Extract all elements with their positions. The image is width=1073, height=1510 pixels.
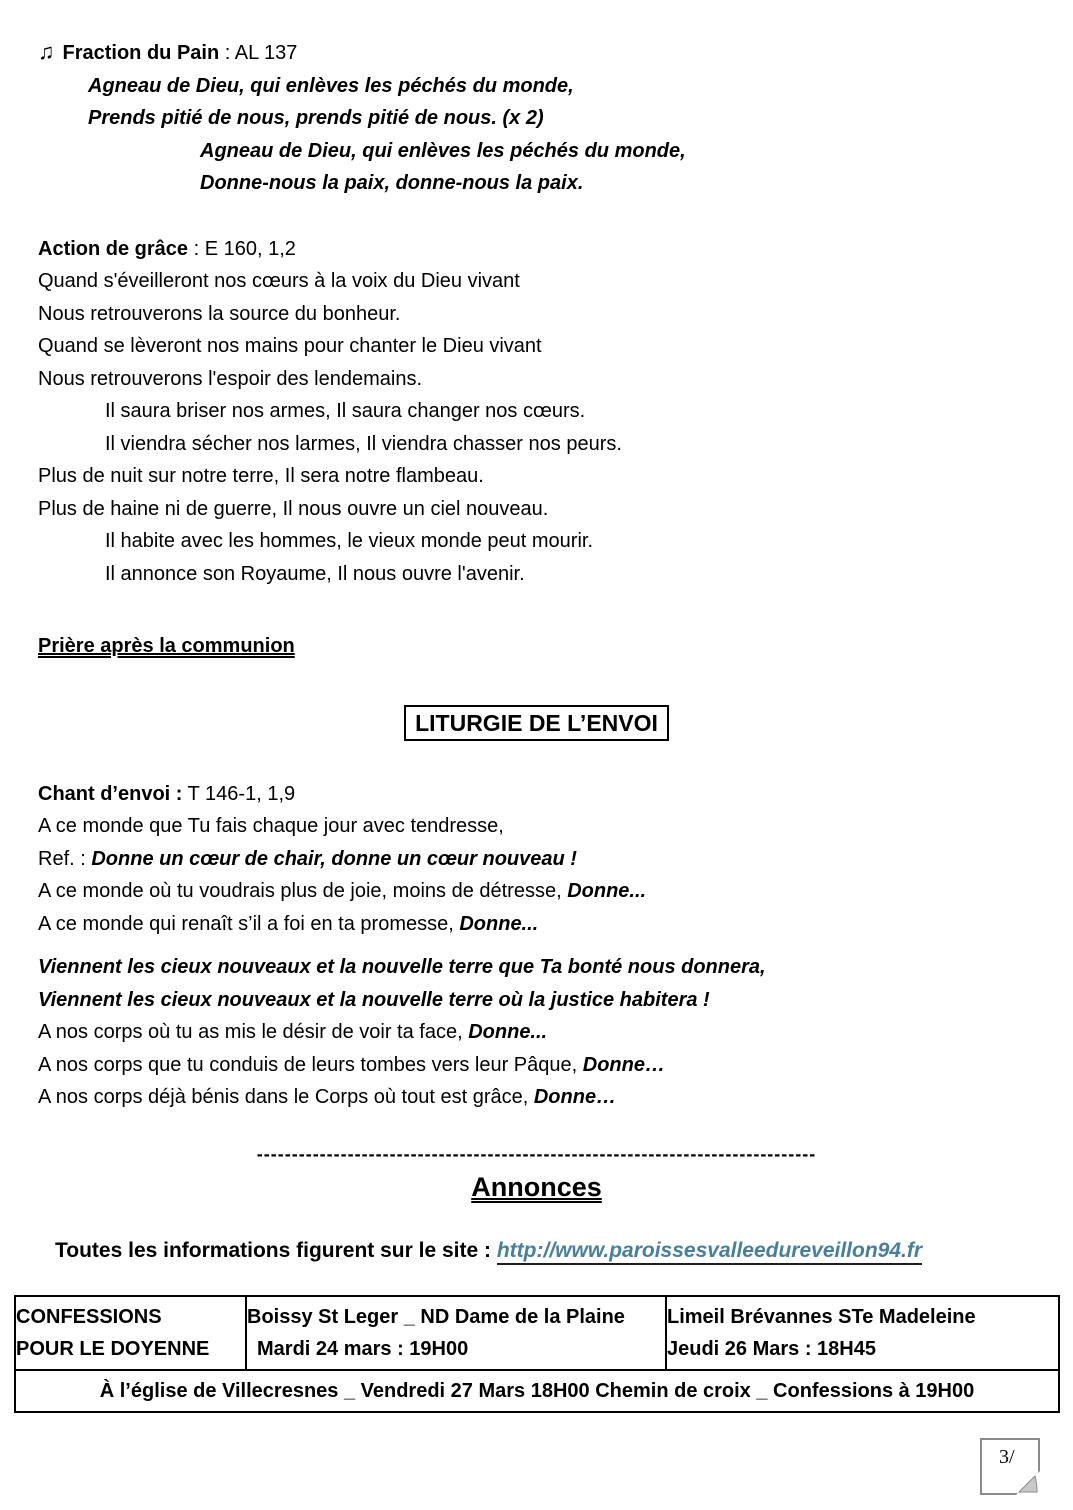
donne-suffix: Donne… xyxy=(533,1086,617,1108)
lyric-line: Viennent les cieux nouveaux et la nouvelle terre que Ta bonté nous donnera, xyxy=(38,956,766,978)
liturgie-envoi-title: LITURGIE DE L’ENVOI xyxy=(404,705,669,741)
lyric-line: Quand s'éveilleront nos cœurs à la voix du Dieu vivant xyxy=(38,270,520,292)
donne-suffix: Donne... xyxy=(567,880,647,902)
lyric-line: Il viendra sécher nos larmes, Il viendra chasser nos peurs. xyxy=(105,432,622,455)
lyric-line: Agneau de Dieu, qui enlèves les péchés du monde, xyxy=(200,139,686,162)
section-fraction-du-pain xyxy=(0,36,1073,200)
cell-text: Boissy St Leger _ ND Dame de la Plaine xyxy=(247,1306,625,1328)
boissy-cell xyxy=(246,1296,666,1370)
lyric-text: A nos corps où tu as mis le désir de voir ta face, xyxy=(38,1021,469,1043)
lyric-line: Il habite avec les hommes, le vieux monde peut mourir. xyxy=(105,530,594,552)
cell-text: Jeudi 26 Mars : 18H45 xyxy=(667,1338,876,1360)
cell-text: Mardi 24 mars : 19H00 xyxy=(257,1338,469,1360)
action-title-line xyxy=(38,233,1073,266)
donne-suffix: Donne... xyxy=(468,1021,548,1043)
lyric-line: Viennent les cieux nouveaux et la nouvelle terre où la justice habitera ! xyxy=(38,988,710,1011)
cell-text: CONFESSIONS xyxy=(16,1306,162,1328)
action-title: Action de grâce xyxy=(38,237,189,260)
site-link[interactable]: http://www.paroissesvalleedureveillon94.fr xyxy=(497,1239,922,1265)
lyric-line xyxy=(38,1081,1073,1114)
lyric-line: Donne-nous la paix, donne-nous la paix. xyxy=(200,172,584,194)
lyric-line: Il saura briser nos armes, Il saura changer nos cœurs. xyxy=(105,400,586,422)
fraction-title-line xyxy=(38,36,1073,70)
chant-bridge xyxy=(0,951,1073,1114)
music-note-icon: ♫ xyxy=(38,39,55,64)
lyric-line: Nous retrouverons la source du bonheur. xyxy=(38,302,401,325)
table-row xyxy=(15,1296,1059,1370)
annonces-title: Annonces xyxy=(471,1171,602,1202)
refrain-text: Donne un cœur de chair, donne un cœur nouveau ! xyxy=(91,847,577,870)
fraction-reference: : AL 137 xyxy=(219,42,298,64)
dashed-separator: -------------------------------------------------------------------------------- xyxy=(256,1143,817,1164)
section-chant-envoi xyxy=(0,778,1073,1114)
chant-reference: T 146-1, 1,9 xyxy=(182,782,296,805)
site-info-label: Toutes les informations figurent sur le site : xyxy=(55,1239,497,1262)
lyric-line: Nous retrouverons l'espoir des lendemains. xyxy=(38,367,423,390)
action-reference: : E 160, 1,2 xyxy=(188,237,296,260)
limeil-cell xyxy=(666,1296,1059,1370)
lyric-text: A nos corps déjà bénis dans le Corps où tout est grâce, xyxy=(38,1086,534,1108)
table-row xyxy=(15,1370,1059,1412)
lyric-line xyxy=(38,908,1073,941)
folded-corner-icon xyxy=(1016,1471,1040,1495)
confessions-table xyxy=(14,1295,1060,1413)
refrain-line xyxy=(38,843,1073,876)
section-liturgie-envoi xyxy=(0,705,1073,741)
lyric-text: A nos corps que tu conduis de leurs tombes vers leur Pâque, xyxy=(38,1053,583,1076)
cell-text: POUR LE DOYENNE xyxy=(16,1338,210,1360)
fraction-title: Fraction du Pain xyxy=(62,42,220,64)
lyric-line xyxy=(38,875,1073,908)
section-annonces xyxy=(0,1170,1073,1207)
refrain-label: Ref. : xyxy=(38,847,92,870)
cell-text: Limeil Brévannes STe Madeleine xyxy=(667,1306,976,1328)
lyric-line: Plus de haine ni de guerre, Il nous ouvre un ciel nouveau. xyxy=(38,497,549,520)
section-action-de-grace xyxy=(0,233,1073,591)
section-priere-apres-communion xyxy=(38,630,1073,663)
chant-title: Chant d’envoi : xyxy=(38,782,183,805)
lyric-text: A ce monde où tu voudrais plus de joie, moins de détresse, xyxy=(38,880,568,902)
site-info-line xyxy=(55,1234,1073,1267)
donne-suffix: Donne... xyxy=(459,912,539,935)
lyric-line: Agneau de Dieu, qui enlèves les péchés du monde, xyxy=(88,74,574,97)
lyric-line: Il annonce son Royaume, Il nous ouvre l'avenir. xyxy=(105,562,525,585)
lyric-line: Quand se lèveront nos mains pour chanter le Dieu vivant xyxy=(38,335,542,357)
lyric-line xyxy=(38,1016,1073,1049)
lyric-line xyxy=(38,1049,1073,1082)
priere-title: Prière après la communion xyxy=(38,635,295,657)
villecresnes-cell: À l’église de Villecresnes _ Vendredi 27 Mars 18H00 Chemin de croix _ Confessions à 19H00 xyxy=(15,1370,1059,1412)
lyric-line: Plus de nuit sur notre terre, Il sera notre flambeau. xyxy=(38,465,484,487)
page-number: 3/ xyxy=(999,1446,1015,1468)
lyric-line: A ce monde que Tu fais chaque jour avec tendresse, xyxy=(38,815,504,837)
chant-title-line xyxy=(38,778,1073,811)
lyric-text: A ce monde qui renaît s’il a foi en ta promesse, xyxy=(38,912,460,935)
confessions-header-cell xyxy=(15,1296,246,1370)
page-number-box xyxy=(980,1438,1040,1495)
lyric-line: Prends pitié de nous, prends pitié de nous. (x 2) xyxy=(88,107,544,129)
donne-suffix: Donne… xyxy=(582,1053,665,1076)
